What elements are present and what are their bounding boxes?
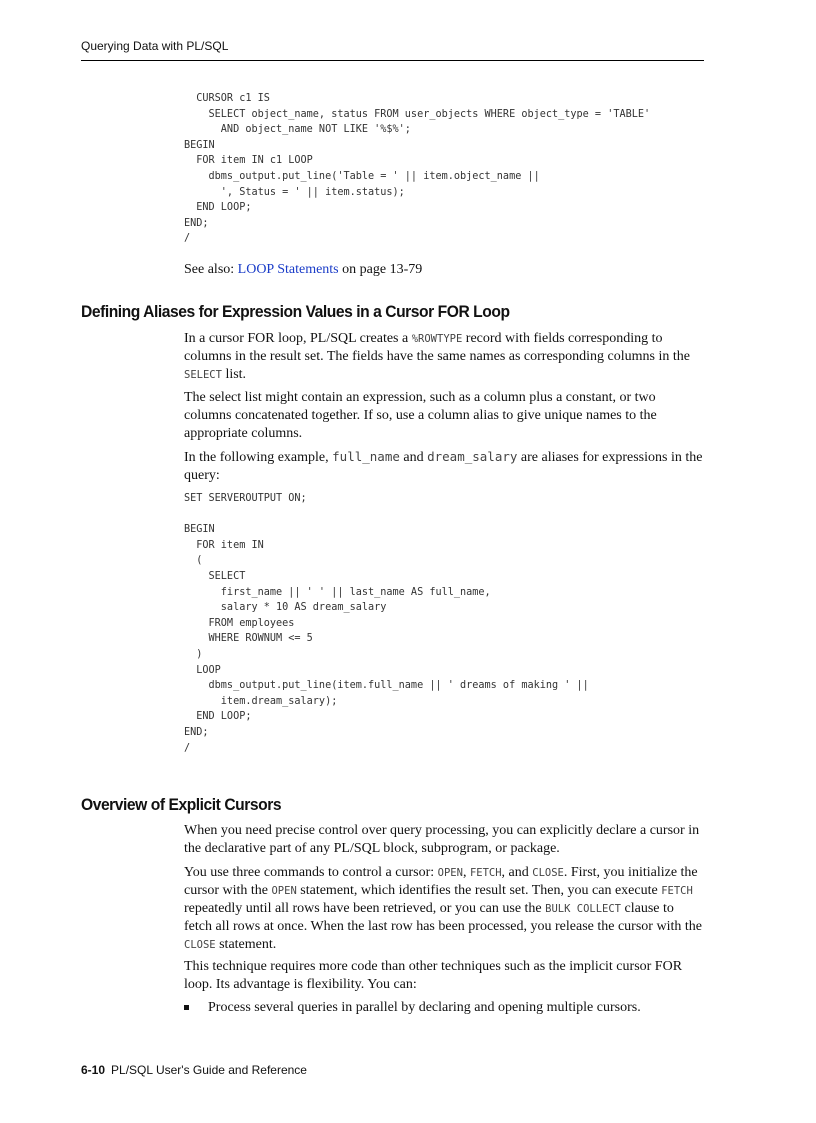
p2-text-b: ,: [462, 865, 470, 880]
paragraph-rowtype: [184, 330, 704, 384]
select-code: SELECT: [184, 369, 222, 381]
p2-text-e: statement, which identifies the result set. Then, you can execute: [296, 883, 662, 898]
fetch-code: FETCH: [469, 867, 502, 879]
header-rule: [81, 60, 704, 61]
book-title: PL/SQL User's Guide and Reference: [111, 1063, 307, 1077]
see-also-prefix: See also:: [184, 262, 238, 277]
p1-text-a: In a cursor FOR loop, PL/SQL creates a: [184, 331, 412, 346]
fetch-code-2: FETCH: [661, 885, 693, 897]
close-code: CLOSE: [532, 867, 564, 879]
p2-text-g: clause to fetch all rows at once. When the last row has been processed, you release the cursor with the: [184, 901, 702, 934]
p3-text-b: and: [399, 450, 428, 465]
code-block-aliases: SET SERVEROUTPUT ON; BEGIN FOR item IN ( SELECT first_name || ' ' || last_name AS full_name, salary * 10 AS dream_salary FROM employees WHERE ROWNUM <= 5 ) LOOP dbms_output.put_line(item.full_name || ' dreams of making ' || item.dream_salary); END LOOP; END; /: [184, 493, 589, 754]
paragraph-example-intro: [184, 448, 704, 485]
open-code: OPEN: [437, 867, 463, 879]
paragraph-select-list: The select list might contain an expression, such as a column plus a constant, or two columns concatenated together. If so, use a column alias to give unique names to the appropriate columns.: [184, 390, 657, 441]
page-footer: [81, 1063, 307, 1077]
page-number: 6-10: [81, 1063, 106, 1077]
p2-text-c: , and: [501, 865, 533, 880]
p2-text-h: statement.: [215, 937, 277, 952]
p3-text-c: are aliases for expressions in the query:: [184, 450, 703, 483]
rowtype-code: %ROWTYPE: [411, 333, 463, 345]
paragraph-technique: This technique requires more code than other techniques such as the implicit cursor FOR loop. Its advantage is flexibility. You can:: [184, 959, 683, 992]
loop-statements-link[interactable]: LOOP Statements: [237, 262, 339, 277]
bullet-item-parallel-queries: Process several queries in parallel by declaring and opening multiple cursors.: [208, 1000, 641, 1015]
running-header: Querying Data with PL/SQL: [81, 39, 229, 53]
dream-salary-code: dream_salary: [427, 449, 518, 464]
close-code-2: CLOSE: [184, 939, 216, 951]
section-heading-aliases: Defining Aliases for Expression Values in a Cursor FOR Loop: [81, 302, 510, 321]
bulk-collect-code: BULK COLLECT: [545, 903, 621, 915]
see-also: [184, 261, 422, 279]
p3-text-a: In the following example,: [184, 450, 333, 465]
bullet-icon: [184, 1005, 189, 1010]
paragraph-precise-control: When you need precise control over query processing, you can explicitly declare a cursor in the declarative part of any PL/SQL block, subprogram, or package.: [184, 823, 700, 856]
p2-text-f: repeatedly until all rows have been retrieved, or you can use the: [184, 901, 546, 916]
section-heading-explicit-cursors: Overview of Explicit Cursors: [81, 795, 282, 814]
p1-text-b: record with fields corresponding to columns in the result set. The fields have the same names as corresponding columns in the: [184, 331, 690, 364]
paragraph-three-commands: [184, 864, 704, 954]
p2-text-a: You use three commands to control a cursor:: [184, 865, 438, 880]
see-also-suffix: on page 13-79: [338, 262, 423, 277]
p1-text-c: list.: [221, 367, 247, 382]
open-code-2: OPEN: [271, 885, 297, 897]
code-block-cursor-loop: CURSOR c1 IS SELECT object_name, status FROM user_objects WHERE object_type = 'TABLE' AND object_name NOT LIKE '%$%'; BEGIN FOR item IN c1 LOOP dbms_output.put_line('Table = ' || item.object_name || ', Status = ' || item.status); END LOOP; END; /: [184, 93, 651, 245]
p2-text-d: . First, you initialize the cursor with the: [184, 865, 698, 898]
full-name-code: full_name: [332, 449, 400, 464]
